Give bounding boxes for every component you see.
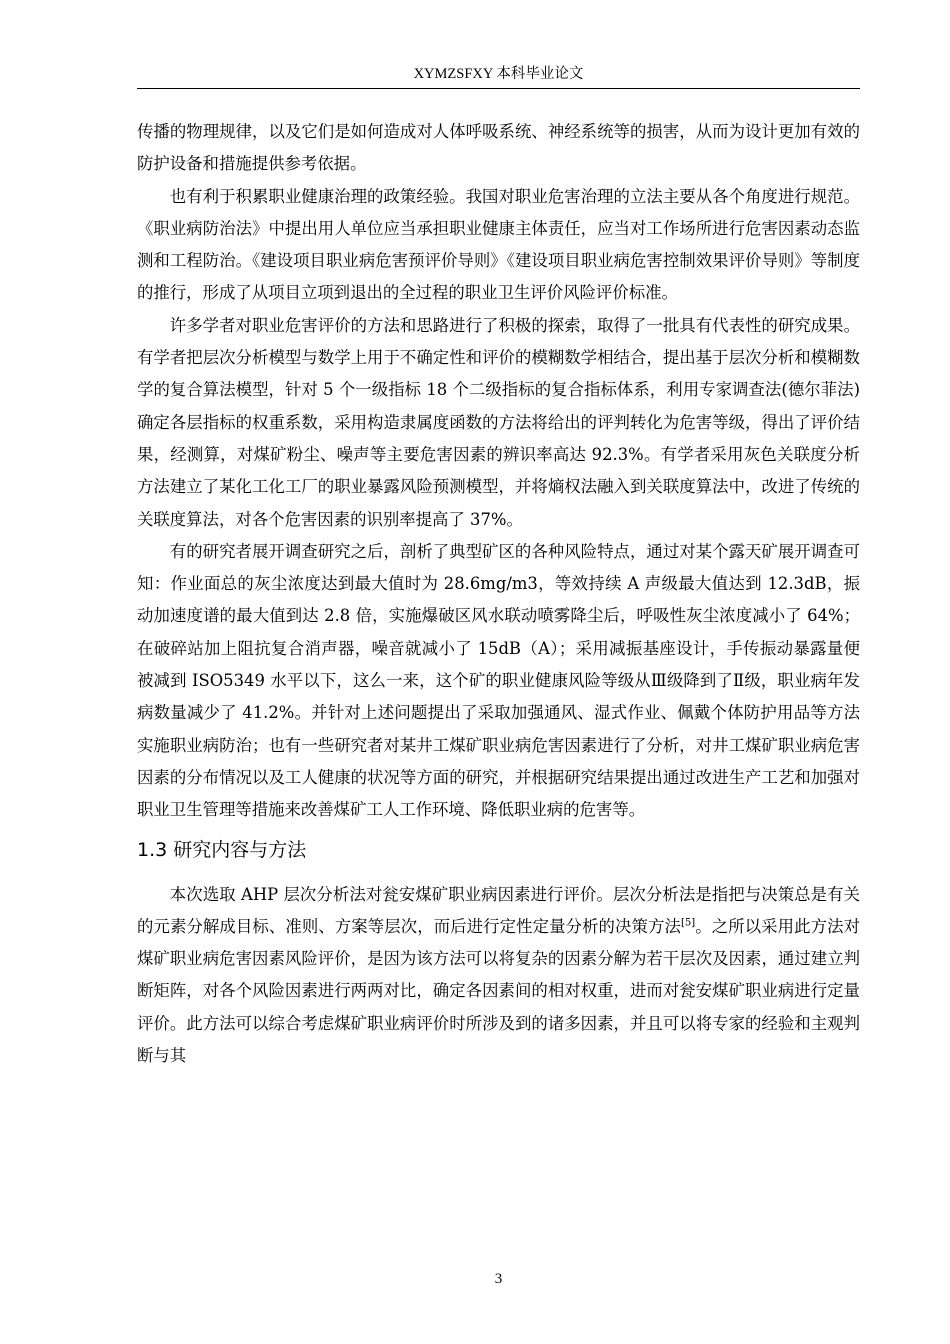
paragraph-5-text-b: 。之所以采用此方法对煤矿职业病危害因素风险评价，是因为该方法可以将复杂的因素分解为若干层次及因素，通过建立判断矩阵，对各个风险因素进行两两对比，确定各因素间的相对权重，进而对瓮安煤矿职业病进行定量评价。此方法可以综合考虑煤矿职业病评价时所涉及到的诸多因素，并且可以将专家的经验和主观判断与其 xyxy=(137,916,860,1066)
page-number: 3 xyxy=(494,1271,503,1287)
header-title: XYMZSFXY 本科毕业论文 xyxy=(413,66,584,82)
paragraph-1: 传播的物理规律，以及它们是如何造成对人体呼吸系统、神经系统等的损害，从而为设计更加有效的防护设备和措施提供参考依据。 xyxy=(137,122,860,174)
paragraph-2: 也有利于积累职业健康治理的政策经验。我国对职业危害治理的立法主要从各个角度进行规范。《职业病防治法》中提出用人单位应当承担职业健康主体责任，应当对工作场所进行危害因素动态监测和工程防治。《建设项目职业病危害预评价导则》《建设项目职业病危害控制效果评价导则》等制度的推行，形成了从项目立项到退出的全过程的职业卫生评价风险评价标准。 xyxy=(137,186,860,303)
paragraph-5-text-a: 本次选取 AHP 层次分析法对瓮安煤矿职业病因素进行评价。层次分析法是指把与决策总是有关的元素分解成目标、准则、方案等层次，而后进行定性定量分析的决策方法 xyxy=(137,884,860,936)
paragraph-3: 许多学者对职业危害评价的方法和思路进行了积极的探索，取得了一批具有代表性的研究成果。有学者把层次分析模型与数学上用于不确定性和评价的模糊数学相结合，提出基于层次分析和模糊数学的复合算法模型，针对 5 个一级指标 18 个二级指标的复合指标体系，利用专家调查法(德尔菲法)确定各层指标的权重系数，采用构造隶属度函数的方法将给出的评判转化为危害等级，得出了评价结果，经测算，对煤矿粉尘、噪声等主要危害因素的辨识率高达 92.3%。有学者采用灰色关联度分析方法建立了某化工化工厂的职业暴露风险预测模型，并将熵权法融入到关联度算法中，改进了传统的关联度算法，对各个危害因素的识别率提高了 37%。 xyxy=(137,315,860,529)
paragraph-4: 有的研究者展开调查研究之后，剖析了典型矿区的各种风险特点，通过对某个露天矿展开调查可知：作业面总的灰尘浓度达到最大值时为 28.6mg/m3，等效持续 A 声级最大值达到 12.3dB，振动加速度谱的最大值到达 2.8 倍，实施爆破区风水联动喷雾降尘后，呼吸性灰尘浓度减小了 64%；在破碎站加上阻抗复合消声器，噪音就减小了 15dB（A）；采用减振基座设计，手传振动暴露量便被减到 ISO5349 水平以下，这么一来，这个矿的职业健康风险等级从Ⅲ级降到了Ⅱ级，职业病年发病数量减少了 41.2%。并针对上述问题提出了采取加强通风、湿式作业、佩戴个体防护用品等方法实施职业病防治；也有一些研究者对某井工煤矿职业病危害因素进行了分析，对井工煤矿职业病危害因素的分布情况以及工人健康的状况等方面的研究，并根据研究结果提出通过改进生产工艺和加强对职业卫生管理等措施来改善煤矿工人工作环境、降低职业病的危害等。 xyxy=(137,541,860,820)
paragraph-5 xyxy=(137,879,860,1073)
citation-ref: [5] xyxy=(680,917,696,929)
body-text xyxy=(137,116,860,1072)
section-heading: 1.3 研究内容与方法 xyxy=(137,838,307,861)
page-header xyxy=(137,60,860,89)
